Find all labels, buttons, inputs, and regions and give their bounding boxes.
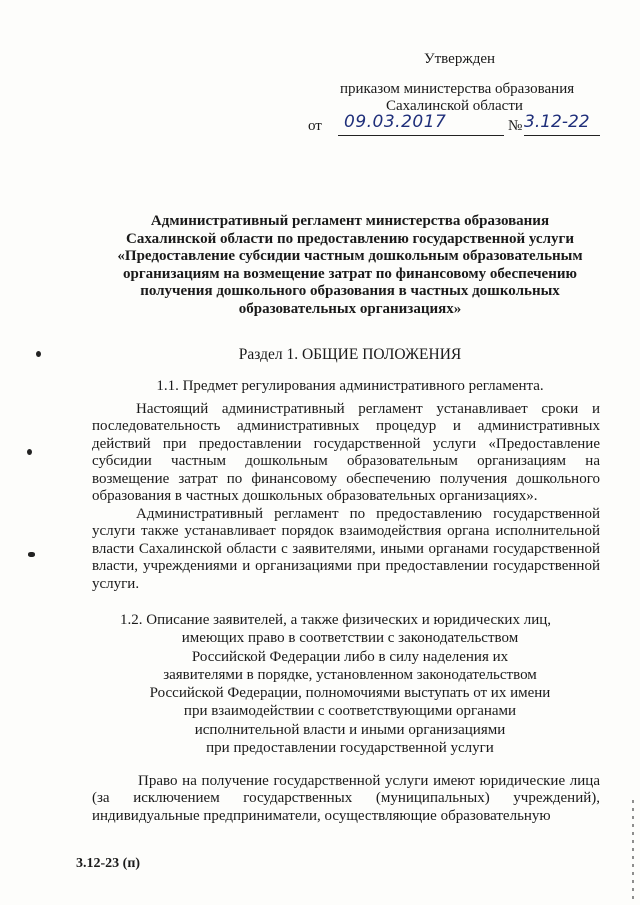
paragraph-2: Административный регламент по предоставлению государственной услуги также устанавливает порядок взаимодействия органа исполнительной власти Сахалинской области с заявителями, иными органами государственной власти, учреждениями и организациями при предоставлении государственной услуги. xyxy=(92,506,600,592)
title-line: организациям на возмещение затрат по финансовому обеспечению xyxy=(123,265,577,282)
number-label: № xyxy=(508,118,523,134)
subsection-1-2-line: при взаимодействии с соответствующими органами xyxy=(183,703,517,720)
title-line: получения дошкольного образования в частных дошкольных xyxy=(140,283,560,299)
subsection-1-2-line: исполнительной власти и иными организациями xyxy=(194,721,506,738)
title-line: «Предоставление субсидии частным дошкольным образовательным xyxy=(117,248,583,264)
title-line: Административный регламент министерства образования xyxy=(150,213,550,229)
subsection-1-2-line: 1.2. Описание заявителей, а также физических и юридических лиц, xyxy=(120,612,551,628)
order-line-1: приказом министерства образования xyxy=(340,81,575,97)
section-heading: Раздел 1. ОБЩИЕ ПОЛОЖЕНИЯ xyxy=(238,346,462,363)
subsection-1-2-line: заявителями в порядке, установленном законодательством xyxy=(163,666,537,683)
paragraph-3: Право на получение государственной услуги имеют юридические лица (за исключением государственных (муниципальных) учреждений), индивидуальные предприниматели, осуществляющие образовательную xyxy=(92,773,600,824)
approved-label: Утвержден xyxy=(424,51,496,67)
title-line: образовательных организациях» xyxy=(238,300,462,317)
scan-mark xyxy=(28,552,35,557)
scan-edge-mark xyxy=(632,800,634,900)
subsection-1-2-line: Российской Федерации либо в силу наделения их xyxy=(191,648,509,665)
date-number-row xyxy=(308,112,613,141)
handwritten-number: 3.12-22 xyxy=(524,113,600,136)
subsection-1-2-line: имеющих право в соответствии с законодательством xyxy=(181,630,519,647)
paragraph-1: Настоящий административный регламент устанавливает сроки и последовательность административных процедур и административных действий при предоставлении государственной услуги «Предоставление субсидии частным дошкольным образовательным организациям на возмещение затрат по финансовому обеспечению получения дошкольного образования в частных дошкольных образовательных организациях». xyxy=(92,401,600,505)
order-line-2: Сахалинской области xyxy=(386,98,523,114)
subsection-1-2-line: Российской Федерации, полномочиями выступать от их имени xyxy=(149,685,551,702)
handwritten-date: 09.03.2017 xyxy=(338,113,504,136)
scan-mark xyxy=(27,449,32,455)
title-line: Сахалинской области по предоставлению государственной услуги xyxy=(126,230,574,247)
footer-code: 3.12-23 (п) xyxy=(76,856,141,871)
subsection-1-2-line: при предоставлении государственной услуги xyxy=(206,740,494,757)
from-label: от xyxy=(308,118,322,134)
subsection-1-1-heading: 1.1. Предмет регулирования административного регламента. xyxy=(156,378,544,394)
subsection-1-2-heading xyxy=(100,611,600,757)
document-title xyxy=(100,213,600,318)
scan-mark xyxy=(36,351,41,357)
